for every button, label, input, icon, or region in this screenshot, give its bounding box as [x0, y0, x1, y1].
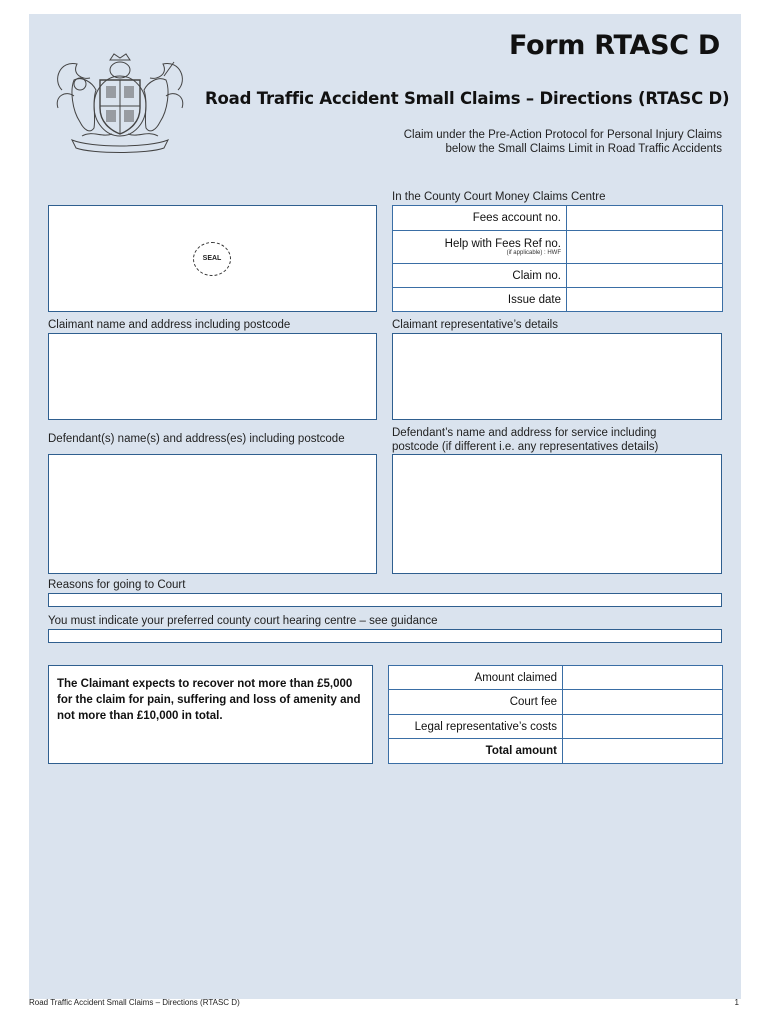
reasons-label: Reasons for going to Court	[48, 579, 186, 591]
seal-stamp: SEAL	[193, 242, 231, 276]
court-heading: In the County Court Money Claims Centre	[392, 191, 606, 203]
claimant-address-field[interactable]	[48, 333, 377, 420]
claimant-rep-label: Claimant representative’s details	[392, 319, 558, 331]
defendant-service-label-line-1: Defendant’s name and address for service including	[392, 427, 657, 439]
hearing-centre-field[interactable]	[48, 629, 722, 643]
subtitle-line-2: below the Small Claims Limit in Road Traffic Accidents	[445, 143, 722, 155]
defendant-service-label-line-2: postcode (if different i.e. any representatives details)	[392, 441, 659, 453]
claimant-label: Claimant name and address including postcode	[48, 319, 291, 331]
amounts-table	[388, 665, 723, 764]
help-with-fees-label: Help with Fees Ref no.	[444, 237, 561, 250]
defendant-service-label	[392, 426, 658, 454]
legal-costs-field[interactable]	[563, 715, 723, 739]
amount-claimed-field[interactable]	[563, 666, 723, 690]
claim-statement: The Claimant expects to recover not more than £5,000 for the claim for pain, suffering and loss of amenity and not more than £10,000 in total.	[48, 665, 373, 764]
page-title: Road Traffic Accident Small Claims – Directions (RTASC D)	[205, 89, 730, 108]
form-subtitle	[322, 128, 722, 156]
court-fee-label: Court fee	[389, 690, 563, 715]
issue-date-field[interactable]	[567, 288, 723, 312]
reasons-field[interactable]	[48, 593, 722, 607]
defendant-label: Defendant(s) name(s) and address(es) including postcode	[48, 433, 345, 445]
royal-coat-of-arms-icon	[52, 50, 188, 154]
footer-form-title: Road Traffic Accident Small Claims – Directions (RTASC D)	[29, 998, 240, 1007]
help-with-fees-note: (if applicable) : HWF	[506, 249, 561, 256]
claim-no-label: Claim no.	[393, 264, 567, 288]
fees-account-label: Fees account no.	[393, 206, 567, 231]
claim-no-field[interactable]	[567, 264, 723, 288]
help-with-fees-field[interactable]	[567, 231, 723, 264]
hearing-centre-label: You must indicate your preferred county court hearing centre – see guidance	[48, 615, 438, 627]
page-number: 1	[734, 998, 739, 1007]
claimant-rep-field[interactable]	[392, 333, 722, 420]
subtitle-line-1: Claim under the Pre-Action Protocol for Personal Injury Claims	[403, 129, 722, 141]
total-amount-field[interactable]	[563, 739, 723, 764]
fees-account-field[interactable]	[567, 206, 723, 231]
total-amount-label: Total amount	[389, 739, 563, 764]
legal-costs-label: Legal representative’s costs	[389, 715, 563, 739]
help-with-fees-label-cell	[393, 231, 567, 264]
court-fee-field[interactable]	[563, 690, 723, 715]
form-id: Form RTASC D	[508, 30, 720, 61]
court-reference-table	[392, 205, 723, 312]
defendant-address-field[interactable]	[48, 454, 377, 574]
amount-claimed-label: Amount claimed	[389, 666, 563, 690]
issue-date-label: Issue date	[393, 288, 567, 312]
defendant-service-field[interactable]	[392, 454, 722, 574]
